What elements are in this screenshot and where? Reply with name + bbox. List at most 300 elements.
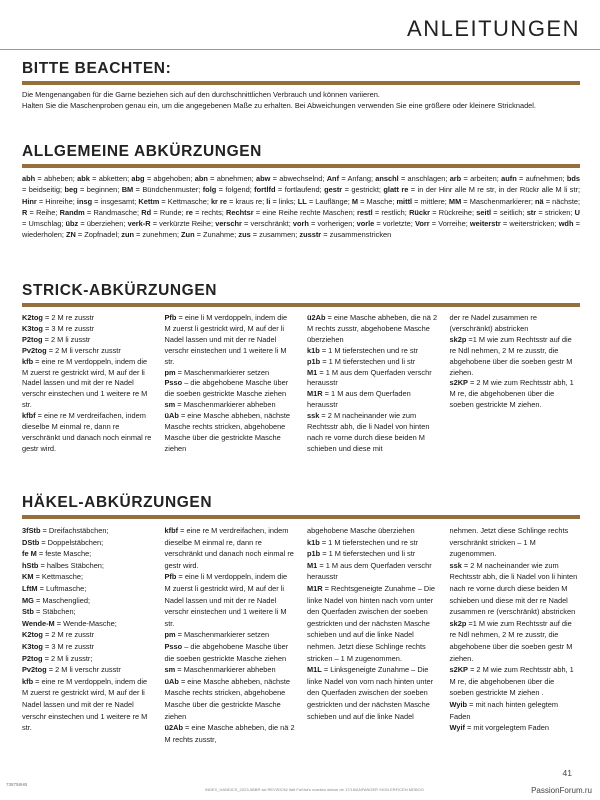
abbr-entry: re = rechts;: [185, 207, 227, 217]
abbr-definition: abwechselnd: [279, 174, 323, 183]
notice-line: Die Mengenangaben für die Garne beziehen sich auf den durchschnittlichen Verbrauch und können variieren.: [22, 90, 380, 99]
general-abbr-text: [22, 173, 580, 241]
abbr-entry: [165, 641, 296, 664]
abbr-term: kr re: [210, 196, 227, 206]
abbr-entry: arb = arbeiten;: [449, 174, 502, 183]
abbr-entry: [307, 560, 438, 583]
abbr-entry: LL = Lauflänge;: [297, 196, 352, 206]
abbr-entry: abg = abgehoben;: [131, 174, 195, 183]
abbr-definition: Anfang: [347, 174, 371, 183]
abbr-term: Rechtsr: [226, 207, 254, 217]
crochet-abbr-section: [22, 494, 580, 745]
abbr-entry: anschl = anschlagen;: [375, 174, 450, 183]
abbr-entry: [165, 378, 296, 400]
abbr-definition: beginnen: [86, 185, 118, 195]
abbr-definition: wiederholen: [22, 230, 62, 240]
abbr-term: LftM: [22, 583, 38, 593]
abbr-definition: vorletzte: [382, 219, 411, 229]
abbr-term: ü2Ab: [307, 313, 326, 322]
abbr-term: ZN: [65, 230, 76, 240]
abbr-entry: [22, 583, 153, 595]
abbr-definition: = 2 M nacheinander wie zum Rechtsstr abh, die li Nadel von li hinten nach re vorne durch diese beiden M schieben und diese mit der re Nadel zusammen re (verschränkt) abstricken: [449, 560, 578, 617]
abbr-term: k1b: [307, 345, 320, 355]
abbr-term: M1L: [307, 665, 322, 675]
abbr-term: Pfb: [164, 313, 177, 322]
abbr-entry: [165, 411, 296, 455]
abbr-entry: restl = restlich;: [357, 207, 410, 217]
abbr-entry: [307, 548, 438, 560]
abbr-term: Pv2tog: [22, 665, 47, 675]
abbr-entry: [165, 525, 296, 571]
footer-code: INDEX_HANDICS_2023 ABBR skl REVISION/ Ifalt FaSha's ovartwo dahoe de 17/18/ANFANGER SIGN ERFICEN MDBOO: [205, 787, 424, 792]
abbr-definition: = 2 M li verschr zusstr: [48, 345, 121, 355]
abbr-definition: = Rechtsgeneigte Zunahme – Die linke Nadel von hinten nach vorn unter den Querfaden zwischen der soeben gestrickten und der nächsten Masche schieben und auf die linke Nadel nehmen. Jetzt diese Schlinge rechts stricken – 1 M zugenommen.: [307, 583, 435, 663]
abbr-term: Zun: [181, 230, 195, 240]
abbr-definition: = Maschenmarkierer abheben: [177, 400, 276, 410]
abbr-term: insg: [76, 196, 93, 206]
abbr-entry: [307, 389, 438, 411]
abbr-definition: =1 M wie zum Rechtsstr auf die re Ndl nehmen, 2 M re zusstr, die abgehobene über die soeben gestr M ziehen.: [449, 618, 573, 663]
abbr-definition: Rückreihe: [438, 207, 473, 217]
abbr-entry: zusstr = zusammenstricken: [299, 230, 392, 240]
abbr-definition: in der Hinr alle M re str, in der Rückr alle M li str: [417, 185, 578, 195]
abbr-entry: verschr = verschränkt;: [215, 219, 293, 229]
abbr-term: sm: [164, 665, 176, 675]
abbr-term: abh: [22, 174, 36, 183]
abbr-term: p1b: [307, 549, 321, 559]
abbr-definition: = 1 M aus dem Querfaden herausstr: [307, 389, 411, 410]
abbr-definition: = 1 M aus dem Querfaden verschr herausstr: [307, 367, 432, 388]
abbr-entry: abk = abketten;: [77, 174, 132, 183]
abbr-entry: [22, 653, 153, 665]
abbr-entry: Rd = Runde;: [141, 207, 186, 217]
abbr-term: nä: [535, 196, 544, 206]
abbr-definition: = Linksgeneigte Zunahme – Die linke Nadel von vorn nach hinten unter den Querfaden zwischen der soeben gestrickten und der nächsten Masche schieben und auf die linke Nadel: [307, 665, 434, 721]
abbr-entry: [22, 641, 153, 653]
abbr-term: abw: [256, 174, 271, 183]
abbr-definition: der re Nadel zusammen re (verschränkt) abstricken: [449, 313, 537, 333]
abbr-term: wdh: [558, 219, 574, 229]
abbr-entry: abh = abheben;: [22, 174, 78, 183]
abbr-column: [450, 313, 581, 455]
abbr-term: beg: [64, 185, 78, 195]
abbr-entry: Zun = Zunahme;: [181, 230, 239, 240]
abbr-definition: – die abgehobene Masche über die soeben gestrickte Masche ziehen: [164, 378, 289, 399]
page-number: 41: [562, 768, 572, 778]
abbr-entry: abw = abwechselnd;: [256, 174, 327, 183]
section-divider: [22, 515, 580, 519]
notice-section: [22, 60, 580, 111]
abbr-entry: [22, 335, 153, 346]
abbr-entry: [22, 676, 153, 734]
abbr-entry: [165, 629, 296, 641]
abbr-definition: restlich: [381, 207, 405, 217]
abbr-definition: =1 M wie zum Rechtsstr auf die re Ndl nehmen, 2 M re zusstr, die abgehobene über die soeben gestr M ziehen.: [449, 334, 573, 377]
abbr-definition: = eine re M verdreifachen, indem dieselbe M einmal re, dann re verschränkt und danach noch einmal re gestr wird.: [22, 411, 152, 453]
abbr-term: R: [22, 207, 28, 217]
abbr-definition: abgehobene Masche überziehen: [307, 526, 415, 535]
abbr-term: Wende-M: [22, 618, 55, 628]
abbr-term: fortlfd: [254, 185, 276, 195]
abbr-entry: ZN = Zopfnadel;: [65, 230, 122, 240]
abbr-definition: = 2 M li verschr zusstr: [48, 665, 121, 675]
abbr-entry: [22, 313, 153, 324]
abbr-definition: = feste Masche;: [38, 549, 92, 559]
abbr-definition: Vorreihe: [438, 219, 466, 229]
notice-line: Halten Sie die Maschenproben genau ein, um die angegebenen Maße zu erhalten. Bei Abweichungen verwenden Sie eine größere oder kleinere Stricknadel.: [22, 100, 536, 110]
abbr-entry: [450, 560, 581, 618]
abbr-definition: links: [278, 196, 294, 206]
abbr-term: M1: [307, 560, 318, 570]
abbr-term: folg: [202, 185, 217, 195]
abbr-entry: [22, 357, 153, 412]
abbr-definition: = mit vorgelegtem Faden: [467, 723, 549, 733]
abbr-definition: gestrickt: [351, 185, 379, 195]
abbr-column: [307, 313, 438, 455]
abbr-entry: Vorr = Vorreihe;: [414, 219, 470, 229]
abbr-term: hStb: [22, 560, 39, 570]
abbr-entry: str = stricken;: [526, 207, 575, 217]
abbr-term: abk: [77, 174, 90, 183]
abbr-entry: [450, 699, 581, 722]
abbr-term: abn: [194, 174, 208, 183]
abbr-entry: beg = beginnen;: [64, 185, 122, 195]
abbr-entry: [165, 571, 296, 629]
abbr-entry: aufn = aufnehmen;: [501, 174, 567, 183]
abbr-entry: folg = folgend;: [202, 185, 255, 195]
abbr-definition: vorherigen: [317, 219, 353, 229]
abbr-definition: zunehmen: [142, 230, 177, 240]
abbr-entry: [22, 411, 153, 455]
abbr-definition: = Wende-Masche;: [56, 618, 117, 628]
abbr-term: Hinr: [22, 196, 37, 206]
abbr-entry: U = Umschlag;: [22, 207, 580, 229]
abbr-term: M: [351, 196, 359, 206]
abbr-column: [450, 525, 581, 745]
abbr-definition: = eine re M verdoppeln, indem die M zuerst re gestrickt wird, M auf der li Nadel lassen und mit der re Nadel verschr einstechen und 1 weitere re M str.: [22, 676, 148, 733]
abbr-term: s2KP: [449, 665, 468, 675]
abbr-definition: verkürzte Reihe: [159, 219, 212, 229]
abbr-entry: BM = Bündchenmuster;: [121, 185, 203, 195]
general-abbr-section: [22, 143, 580, 241]
abbr-entry: abn = abnehmen;: [194, 174, 256, 183]
abbr-term: weiterstr: [469, 219, 501, 229]
abbr-definition: folgend: [225, 185, 250, 195]
abbr-definition: Kettmasche: [167, 196, 207, 206]
abbr-term: P2tog: [22, 653, 43, 663]
abbr-entry: insg = insgesamt;: [76, 196, 139, 206]
abbr-term: Randm: [59, 207, 85, 217]
abbr-definition: abnehmen: [216, 174, 252, 183]
abbr-term: kfb: [22, 676, 34, 686]
abbr-term: ü2Ab: [164, 723, 183, 733]
abbr-term: ssk: [307, 411, 320, 421]
abbr-entry: Kettm = Kettmasche;: [138, 196, 211, 206]
abbr-definition: Runde: [159, 207, 182, 217]
abbr-definition: aufnehmen: [525, 174, 563, 183]
abbr-definition: – die abgehobene Masche über die soeben gestrickte Masche ziehen: [164, 641, 289, 663]
abbr-term: p1b: [307, 356, 321, 366]
crochet-abbr-columns: [22, 525, 580, 745]
abbr-term: MM: [448, 196, 462, 206]
abbr-entry: mittl = mittlere;: [396, 196, 449, 206]
abbr-term: mittl: [396, 196, 413, 206]
abbr-definition: kraus re: [235, 196, 263, 206]
abbr-term: P2tog: [22, 334, 43, 344]
abbr-definition: insgesamt: [100, 196, 135, 206]
abbr-definition: = Luftmasche;: [39, 583, 87, 593]
abbr-entry: [450, 525, 581, 560]
abbr-definition: = 1 M tieferstechen und li str: [322, 356, 416, 366]
abbr-entry: [450, 618, 581, 664]
abbr-definition: überziehen: [86, 219, 124, 229]
abbr-entry: [307, 357, 438, 368]
abbr-definition: = Kettmasche;: [35, 572, 84, 582]
abbr-entry: [450, 722, 581, 734]
abbr-term: pm: [164, 367, 176, 377]
abbr-definition: = Maschenmarkierer setzen: [177, 367, 270, 377]
abbr-term: re: [185, 207, 193, 217]
abbr-entry: Rechtsr = eine Reihe rechte Maschen;: [226, 207, 358, 217]
abbr-term: KM: [22, 572, 34, 582]
abbr-entry: Hinr = Hinreihe;: [22, 196, 77, 206]
abbr-definition: nehmen. Jetzt diese Schlinge rechts verschränkt stricken – 1 M zugenommen.: [449, 526, 569, 559]
abbr-definition: Lauflänge: [315, 196, 348, 206]
abbr-term: üAb: [164, 411, 179, 421]
abbr-term: verk-R: [127, 219, 151, 229]
abbr-definition: zusammenstricken: [329, 230, 392, 240]
abbr-definition: = eine li M verdoppeln, indem die M zuerst li gestrickt wird, M auf der li Nadel lassen und mit der re Nadel verschr einstechen und 1 weitere li M str.: [164, 572, 288, 628]
abbr-column: [307, 525, 438, 745]
abbr-entry: [307, 583, 438, 664]
abbr-definition: = eine re M verdoppeln, indem die M zuerst re gestrickt wird, M auf der li Nadel lassen und mit der re Nadel verschr einstechen und 1 weitere re M str.: [22, 356, 148, 410]
abbr-definition: = eine Masche abheben, die nä 2 M rechts zusstr, abgehobene Masche überziehen: [307, 313, 438, 344]
abbr-definition: Reihe: [36, 207, 56, 217]
abbr-term: ssk: [449, 560, 462, 570]
abbr-definition: nächste: [552, 196, 578, 206]
abbr-term: vorle: [356, 219, 375, 229]
abbr-term: pm: [164, 630, 176, 640]
abbr-entry: [22, 571, 153, 583]
abbr-definition: Randmasche: [93, 207, 137, 217]
section-divider: [22, 81, 580, 85]
abbr-entry: fortlfd = fortlaufend;: [254, 185, 325, 195]
abbr-entry: R = Reihe;: [22, 207, 60, 217]
abbr-entry: Anf = Anfang;: [326, 174, 376, 183]
abbr-entry: zus = zusammen;: [238, 230, 300, 240]
abbr-entry: kr re = kraus re;: [210, 196, 267, 206]
abbr-definition: = Stäbchen;: [35, 607, 76, 617]
abbr-definition: eine Reihe rechte Maschen: [262, 207, 353, 217]
abbr-term: kfbf: [22, 411, 36, 421]
abbr-entry: [307, 313, 438, 346]
abbr-entry: [165, 676, 296, 722]
knit-abbr-columns: [22, 313, 580, 455]
abbr-column: [165, 525, 296, 745]
abbr-definition: = Maschenglied;: [35, 595, 90, 605]
abbr-term: gestr: [324, 185, 343, 195]
abbr-definition: = 2 M li zusstr;: [44, 653, 93, 663]
abbr-entry: bds = beidseitig;: [22, 174, 581, 195]
abbr-term: DStb: [22, 537, 40, 547]
abbr-entry: [307, 537, 438, 549]
abbr-term: zusstr: [299, 230, 322, 240]
abbr-term: Pv2tog: [22, 345, 47, 355]
abbr-definition: = 3 M re zusstr: [45, 323, 95, 333]
abbr-entry: li = links;: [266, 196, 298, 206]
abbr-entry: [22, 525, 153, 537]
abbr-term: M1R: [307, 389, 323, 399]
abbr-term: K3tog: [22, 641, 43, 651]
watermark: PassionForum.ru: [531, 786, 592, 795]
abbr-entry: [22, 595, 153, 607]
abbr-definition: = eine Masche abheben, die nä 2 M rechts zusstr,: [164, 723, 295, 744]
abbr-entry: MM = Maschenmarkierer;: [448, 196, 536, 206]
abbr-entry: [450, 335, 581, 379]
header-divider: [0, 49, 600, 50]
abbr-entry: gestr = gestrickt;: [324, 185, 384, 195]
abbr-definition: verschränkt: [250, 219, 289, 229]
abbr-definition: anschlagen: [407, 174, 446, 183]
abbr-term: aufn: [501, 174, 517, 183]
abbr-term: verschr: [215, 219, 242, 229]
abbr-term: Rückr: [409, 207, 431, 217]
abbr-term: Psso: [164, 378, 183, 388]
abbr-term: M1: [307, 367, 318, 377]
abbr-term: seitl: [476, 207, 492, 217]
abbr-definition: mittlere: [420, 196, 445, 206]
abbr-definition: = Doppelstäbchen;: [41, 537, 104, 547]
abbr-term: str: [526, 207, 537, 217]
abbr-definition: = 1 M tieferstechen und re str: [321, 345, 419, 355]
abbr-definition: = 2 M re zusstr: [45, 630, 95, 640]
abbr-entry: [307, 368, 438, 390]
abbr-entry: [450, 664, 581, 699]
abbr-term: Pfb: [164, 572, 177, 582]
abbr-term: abg: [131, 174, 145, 183]
abbr-term: U: [574, 207, 580, 217]
abbr-definition: Umschlag: [28, 219, 62, 229]
abbr-entry: [165, 722, 296, 745]
abbr-term: vorh: [292, 219, 309, 229]
abbr-entry: [450, 378, 581, 411]
abbr-definition: = eine Masche abheben, nächste Masche rechts stricken, abgehobene Masche über die gestrickte Masche ziehen: [164, 411, 291, 453]
abbr-definition: zusammen: [259, 230, 296, 240]
general-abbr-heading: ALLGEMEINE ABKÜRZUNGEN: [22, 143, 262, 160]
abbr-term: anschl: [375, 174, 399, 183]
abbr-column: [22, 313, 153, 455]
abbr-definition: = eine re M verdreifachen, indem dieselbe M einmal re, dann re verschränkt und danach noch einmal re gestr wird.: [164, 526, 294, 570]
abbr-entry: übz = überziehen;: [65, 219, 128, 229]
abbr-entry: [307, 525, 438, 537]
abbr-term: Stb: [22, 607, 34, 617]
abbr-entry: verk-R = verkürzte Reihe;: [127, 219, 216, 229]
abbr-definition: = mit nach hinten gelegtem Faden: [449, 699, 559, 721]
abbr-definition: = Maschenmarkierer abheben: [177, 665, 276, 675]
section-divider: [22, 303, 580, 307]
abbr-term: Kettm: [138, 196, 160, 206]
page-header: [0, 0, 600, 52]
abbr-term: sm: [164, 400, 176, 410]
abbr-definition: Masche: [366, 196, 393, 206]
abbr-term: Wyib: [449, 699, 468, 709]
crochet-abbr-heading: HÄKEL-ABKÜRZUNGEN: [22, 494, 213, 511]
abbr-definition: = 3 M re zusstr: [45, 641, 95, 651]
abbr-definition: = eine Masche abheben, nächste Masche rechts stricken, abgehobene Masche über die gestrickte Masche ziehen: [164, 676, 291, 721]
abbr-definition: abketten: [98, 174, 128, 183]
abbr-entry: wdh = wiederholen;: [22, 219, 580, 240]
abbr-term: bds: [566, 174, 581, 183]
abbr-term: restl: [357, 207, 373, 217]
abbr-term: Rd: [141, 207, 152, 217]
abbr-definition: Bündchenmuster: [142, 185, 199, 195]
abbr-column: [165, 313, 296, 455]
abbr-definition: rechts: [201, 207, 222, 217]
abbr-entry: [22, 346, 153, 357]
abbr-entry: [307, 346, 438, 357]
abbr-entry: Rückr = Rückreihe;: [409, 207, 477, 217]
abbr-entry: weiterstr = weiterstricken;: [469, 219, 559, 229]
abbr-term: Anf: [326, 174, 340, 183]
abbr-definition: = Dreifachstäbchen;: [42, 526, 109, 535]
abbr-term: glatt re: [383, 185, 409, 195]
abbr-definition: abgehoben: [153, 174, 191, 183]
abbr-definition: Zunahme: [203, 230, 235, 240]
abbr-term: K2tog: [22, 313, 43, 322]
abbr-term: kfbf: [164, 526, 179, 535]
abbr-entry: glatt re = in der Hinr alle M re str, in der Rückr alle M li str;: [383, 185, 581, 195]
abbr-term: üAb: [164, 676, 179, 686]
abbr-term: 3fStb: [22, 526, 41, 535]
abbr-term: MG: [22, 595, 34, 605]
abbr-entry: [307, 664, 438, 722]
abbr-definition: fortlaufend: [284, 185, 320, 195]
abbr-term: arb: [449, 174, 462, 183]
abbr-entry: [22, 560, 153, 572]
abbr-term: Vorr: [414, 219, 430, 229]
footer-code-left: 738758HB: [6, 782, 28, 787]
abbr-definition: abheben: [44, 174, 73, 183]
abbr-entry: [165, 664, 296, 676]
abbr-entry: [22, 618, 153, 630]
abbr-definition: = 2 M re zusstr: [45, 313, 95, 322]
section-divider: [22, 164, 580, 168]
notice-heading: BITTE BEACHTEN:: [22, 60, 172, 77]
abbr-entry: [22, 629, 153, 641]
abbr-entry: [165, 368, 296, 379]
abbr-term: zun: [121, 230, 134, 240]
abbr-definition: = 1 M aus dem Querfaden verschr herausstr: [307, 560, 432, 582]
abbr-term: K2tog: [22, 630, 43, 640]
abbr-entry: vorle = vorletzte;: [356, 219, 415, 229]
abbr-entry: [22, 537, 153, 549]
abbr-definition: = 1 M tieferstechen und li str: [322, 549, 416, 559]
abbr-entry: Randm = Randmasche;: [59, 207, 142, 217]
abbr-term: li: [266, 196, 271, 206]
abbr-term: sk2p: [449, 618, 467, 628]
abbr-entry: [22, 664, 153, 676]
abbr-definition: = halbes Stäbchen;: [40, 560, 104, 570]
abbr-definition: Hinreihe: [45, 196, 73, 206]
knit-abbr-heading: STRICK-ABKÜRZUNGEN: [22, 282, 218, 299]
abbr-definition: = 2 M wie zum Rechtsstr abh, 1 M re, die abgehobenen über die soeben gestrickte M ziehen.: [449, 378, 574, 410]
abbr-entry: [165, 400, 296, 411]
abbr-term: sk2p: [449, 334, 467, 344]
abbr-entry: zun = zunehmen;: [121, 230, 182, 240]
abbr-term: M1R: [307, 583, 323, 593]
abbr-column: [22, 525, 153, 745]
abbr-entry: [450, 313, 581, 335]
